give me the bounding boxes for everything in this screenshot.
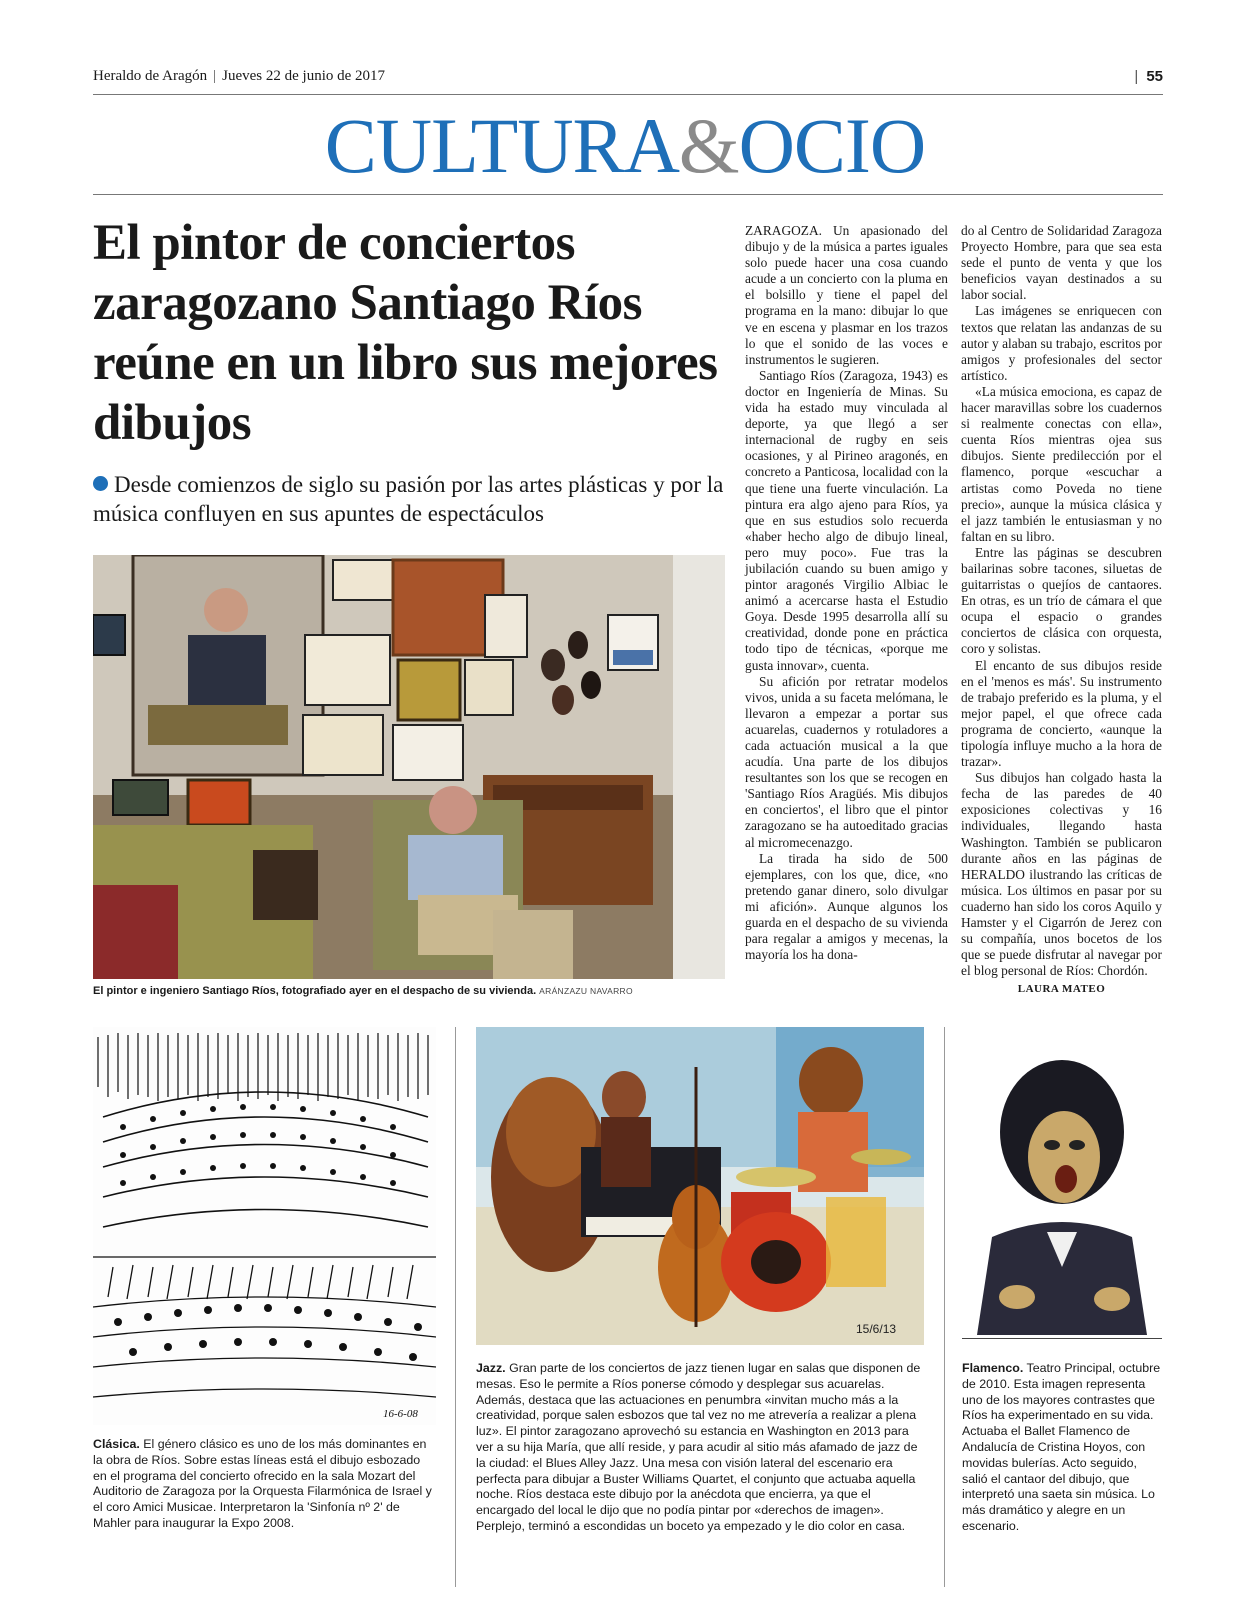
flamenco-label: Flamenco. [962, 1361, 1024, 1375]
jazz-caption-text: Gran parte de los conciertos de jazz tienen lugar en salas que disponen de mesas. Eso le permite a Ríos ponerse cómodo y desplegar sus acuarelas. Además, destaca que las actuaciones en penumbra «invitan mucho más a la creatividad, porque salen esbozos que tal vez no me atrevería a realizar a plena luz». El pintor zaragozano aprovechó su estancia en Washington en 2013 para ver a su hija María, que allí reside, y para acudir al sitio más afamado de jazz de la ciudad: el Blues Alley Jazz. Una mesa con visión lateral del escenario era perfecta para dibujar a Buster Williams Quartet, el conjunto que actuaba aquella noche. Ríos destaca este dibujo por la anécdota que encierra, ya que el encargado del local le dijo que no podía pintar por «derechos de imagen». Perplejo, terminó a escondidas un boceto ya empezado y le dio color en casa. [476, 1361, 921, 1533]
flamenco-rule [962, 1338, 1162, 1339]
page-number-separator: | [1134, 68, 1139, 85]
section-title [0, 98, 1250, 194]
section-rule [93, 194, 1163, 195]
article-byline: LAURA MATEO [1017, 983, 1106, 996]
publication-name: Heraldo de Aragón [93, 68, 208, 84]
paragraph: Santiago Ríos (Zaragoza, 1943) es doctor en Ingeniería de Minas. Su vida ha estado muy vinculada al deporte, ya que llegó a ser internacional de rugby en seis ocasiones, y al Pirineo aragonés, en concreto a Panticosa, localidad con la que tiene una fuerte vinculación. La pintura era algo ajeno para Ríos, ya que en sus estudios solo recuerda «haber hecho algo de dibujo lineal, pero muy poco». Fue tras la jubilación cuando su buen amigo y pintor aragonés Virgilio Albiac le animó a acercarse hasta el Estudio Goya. Desde 1995 desarrolla allí su creatividad, donde pone en práctica todo tipo de técnicas, «porque me gusta innovar», cuenta. [745, 367, 948, 673]
column-divider [944, 1027, 945, 1587]
column-divider [455, 1027, 456, 1587]
paragraph: «La música emociona, es capaz de hacer maravillas sobre los cuadernos si realmente conectas con ella», cuenta Ríos mientras ojea sus dibujos. Siente predilección por el flamenco, porque «escuchar a artistas como Poveda no tiene precio», aunque la música clásica y el jazz también le entusiasman y no faltan en su libro. [961, 383, 1162, 544]
paragraph: La tirada ha sido de 500 ejemplares, con los que, dice, «no pretendo ganar dinero, solo divulgar mi afición». Aunque algunos los guarda en el despacho de su vivienda para regalar a amigos y mecenas, la mayoría los ha dona- [745, 850, 948, 963]
clasica-date-mark: 16-6-08 [383, 1408, 418, 1420]
publication-date: Jueves 22 de junio de 2017 [222, 68, 386, 84]
main-photo-caption [93, 985, 733, 997]
jazz-date-mark: 15/6/13 [856, 1322, 897, 1336]
flamenco-watercolor [962, 1027, 1162, 1335]
header-left [93, 68, 385, 85]
paragraph: Su afición por retratar modelos vivos, unida a su faceta melómana, le llevaron a empezar a portar sus acuarelas, cuadernos y rotuladores a cada actuación musical a la que acudía. Una parte de los dibujos resultantes son los que se recogen en 'Santiago Ríos Aragüés. Mis dibujos en conciertos', el libro que el pintor zaragozano se ha autoeditado gracias al micromecenazgo. [745, 673, 948, 850]
clasica-label: Clásica. [93, 1437, 140, 1451]
article-subhead [93, 470, 733, 528]
paragraph: ZARAGOZA. Un apasionado del dibujo y de la música a partes iguales solo puede hacer una cosa cuando acude a un concierto con la pluma en el bolsillo y tiene el papel del programa en la mano: dibujar lo que ve en escena y plasmar en los trazos lo que el sonido de las voces e instrumentos le sugieren. [745, 223, 948, 367]
article-column-1 [745, 223, 948, 963]
header-separator: | [213, 68, 217, 84]
header-right [1134, 68, 1163, 85]
jazz-watercolor-svg [476, 1027, 924, 1345]
paragraph: do al Centro de Solidaridad Zaragoza Proyecto Hombre, para que sea esta sede el punto de venta y que los beneficios vayan destinados a su labor social. [961, 223, 1162, 303]
paragraph: Las imágenes se enriquecen con textos que relatan las andanzas de su autor y alaban su trabajo, escritos por amigos y profesionales del sector artístico. [961, 303, 1162, 383]
jazz-caption [476, 1361, 926, 1535]
clasica-drawing-svg [93, 1027, 436, 1425]
main-photo [93, 555, 725, 979]
main-photo-svg [93, 555, 725, 979]
clasica-drawing [93, 1027, 436, 1425]
flamenco-caption-text: Teatro Principal, octubre de 2010. Esta imagen representa uno de los mayores contrastes que Ríos ha experimentado en su vida. Actuaba el Ballet Flamenco de Andalucía de Cristina Hoyos, con movidas bulerías. Acto seguido, salió el cantaor del dibujo, que interpretó una saeta sin música. Lo más dramático y alegre en un escenario. [962, 1361, 1161, 1533]
flamenco-caption [962, 1361, 1162, 1535]
jazz-label: Jazz. [476, 1361, 506, 1375]
paragraph: El encanto de sus dibujos reside en el 'menos es más'. Su instrumento de trabajo preferido es la pluma, y el mejor papel, el que ofrece cada programa de concierto, «aunque la tipología influye mucho a la hora de trazar». [961, 657, 1162, 770]
section-word-cultura: CULTURA [324, 102, 679, 189]
section-ampersand: & [678, 102, 739, 189]
photo-credit: ARÁNZAZU NAVARRO [539, 986, 633, 996]
bullet-icon [93, 476, 108, 491]
clasica-caption-text: El género clásico es uno de los más dominantes en la obra de Ríos. Sobre estas líneas está el dibujo esbozado en el programa del concierto ofrecido en la sala Mozart del Auditorio de Zaragoza por la Orquesta Filarmónica de Israel y el coro Amici Musicae. Interpretaron la 'Sinfonía nº 2' de Mahler para inaugurar la Expo 2008. [93, 1437, 432, 1530]
article-column-2 [961, 223, 1162, 998]
flamenco-watercolor-svg [962, 1027, 1162, 1335]
article-headline: El pintor de conciertos zaragozano Santiago Ríos reúne en un libro sus mejores dibujos [93, 215, 718, 451]
section-word-ocio: OCIO [738, 102, 926, 189]
paragraph: Sus dibujos han colgado hasta la fecha de las paredes de 40 exposiciones colectivas y 16 individuales, llegando hasta Washington. También se publicaron durante años en las páginas de HERALDO ilustrando las críticas de música. Los últimos en pasar por su cuaderno han sido los coros Aquilo y Hamster y el Cigarrón de Jerez con su compañía, unos bocetos de los que se puede disfrutar al navegar por el blog personal de Ríos: Chordón. [961, 770, 1162, 979]
subhead-text: Desde comienzos de siglo su pasión por las artes plásticas y por la música confluyen en sus apuntes de espectáculos [93, 472, 724, 526]
header-rule [93, 94, 1163, 95]
page-header [93, 68, 1163, 92]
paragraph: Entre las páginas se descubren bailarinas sobre tacones, siluetas de guitarristas o quejíos de cantaores. En otras, es un trío de cámara el que ocupa el espacio o grandes conciertos de clásica con orquesta, coro y solistas. [961, 544, 1162, 657]
page-number: 55 [1146, 68, 1163, 85]
clasica-caption [93, 1437, 436, 1532]
main-photo-caption-text: El pintor e ingeniero Santiago Ríos, fotografiado ayer en el despacho de su vivienda. [93, 985, 537, 997]
jazz-watercolor [476, 1027, 924, 1345]
